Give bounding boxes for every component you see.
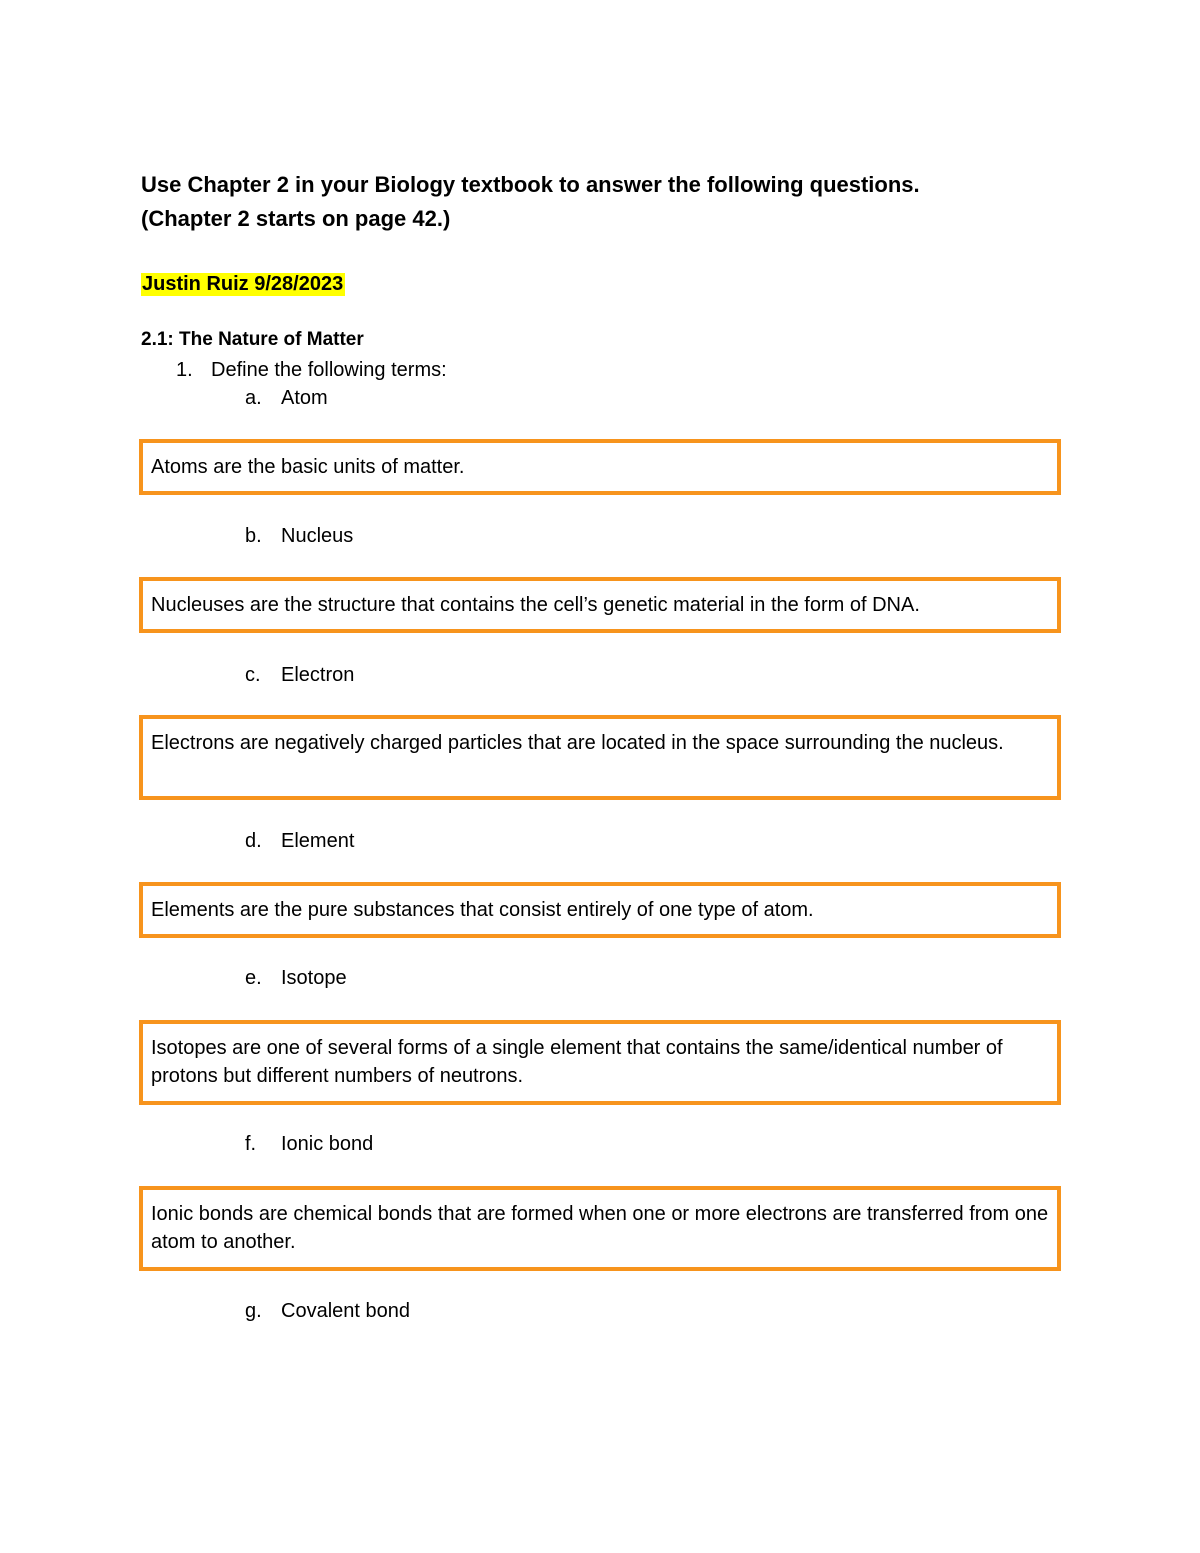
answer-box-isotope[interactable] <box>139 1020 1061 1105</box>
instructions-line-2: (Chapter 2 starts on page 42.) <box>141 206 451 231</box>
student-name-date: Justin Ruiz 9/28/2023 <box>142 273 344 295</box>
answer-text: Ionic bonds are chemical bonds that are formed when one or more electrons are transferred from one atom to another. <box>151 1203 1049 1253</box>
term-label: Element <box>281 830 355 852</box>
term-label: Covalent bond <box>281 1300 410 1322</box>
term-letter: c. <box>245 664 261 686</box>
term-letter: f. <box>245 1133 257 1155</box>
instructions-line-1: Use Chapter 2 in your Biology textbook to answer the following questions. <box>141 172 920 197</box>
term-label: Nucleus <box>281 525 354 547</box>
answer-box-nucleus[interactable] <box>139 577 1061 633</box>
answer-text: Electrons are negatively charged particles that are located in the space surrounding the nucleus. <box>151 732 1004 754</box>
question-1 <box>176 359 447 382</box>
answer-box-electron[interactable] <box>139 715 1061 800</box>
term-isotope <box>245 967 347 990</box>
term-label: Atom <box>281 387 328 409</box>
term-letter: d. <box>245 830 262 852</box>
term-atom <box>245 387 328 410</box>
question-number: 1. <box>176 359 193 381</box>
term-label: Isotope <box>281 967 347 989</box>
answer-text: Isotopes are one of several forms of a single element that contains the same/identical number of protons but different numbers of neutrons. <box>151 1037 1003 1087</box>
term-letter: e. <box>245 967 262 989</box>
answer-box-ionic-bond[interactable] <box>139 1186 1061 1271</box>
term-ionic-bond <box>245 1133 373 1156</box>
term-electron <box>245 664 354 687</box>
term-letter: b. <box>245 525 262 547</box>
term-covalent-bond <box>245 1300 410 1323</box>
section-title: 2.1: The Nature of Matter <box>141 329 364 350</box>
answer-text: Nucleuses are the structure that contains the cell’s genetic material in the form of DNA. <box>151 594 920 616</box>
answer-text: Atoms are the basic units of matter. <box>151 456 465 478</box>
term-letter: g. <box>245 1300 262 1322</box>
term-letter: a. <box>245 387 262 409</box>
answer-box-element[interactable] <box>139 882 1061 938</box>
term-nucleus <box>245 525 353 548</box>
question-text: Define the following terms: <box>211 359 447 381</box>
answer-text: Elements are the pure substances that consist entirely of one type of atom. <box>151 899 814 921</box>
answer-box-atom[interactable] <box>139 439 1061 495</box>
term-label: Electron <box>281 664 355 686</box>
term-label: Ionic bond <box>281 1133 374 1155</box>
term-element <box>245 830 354 853</box>
